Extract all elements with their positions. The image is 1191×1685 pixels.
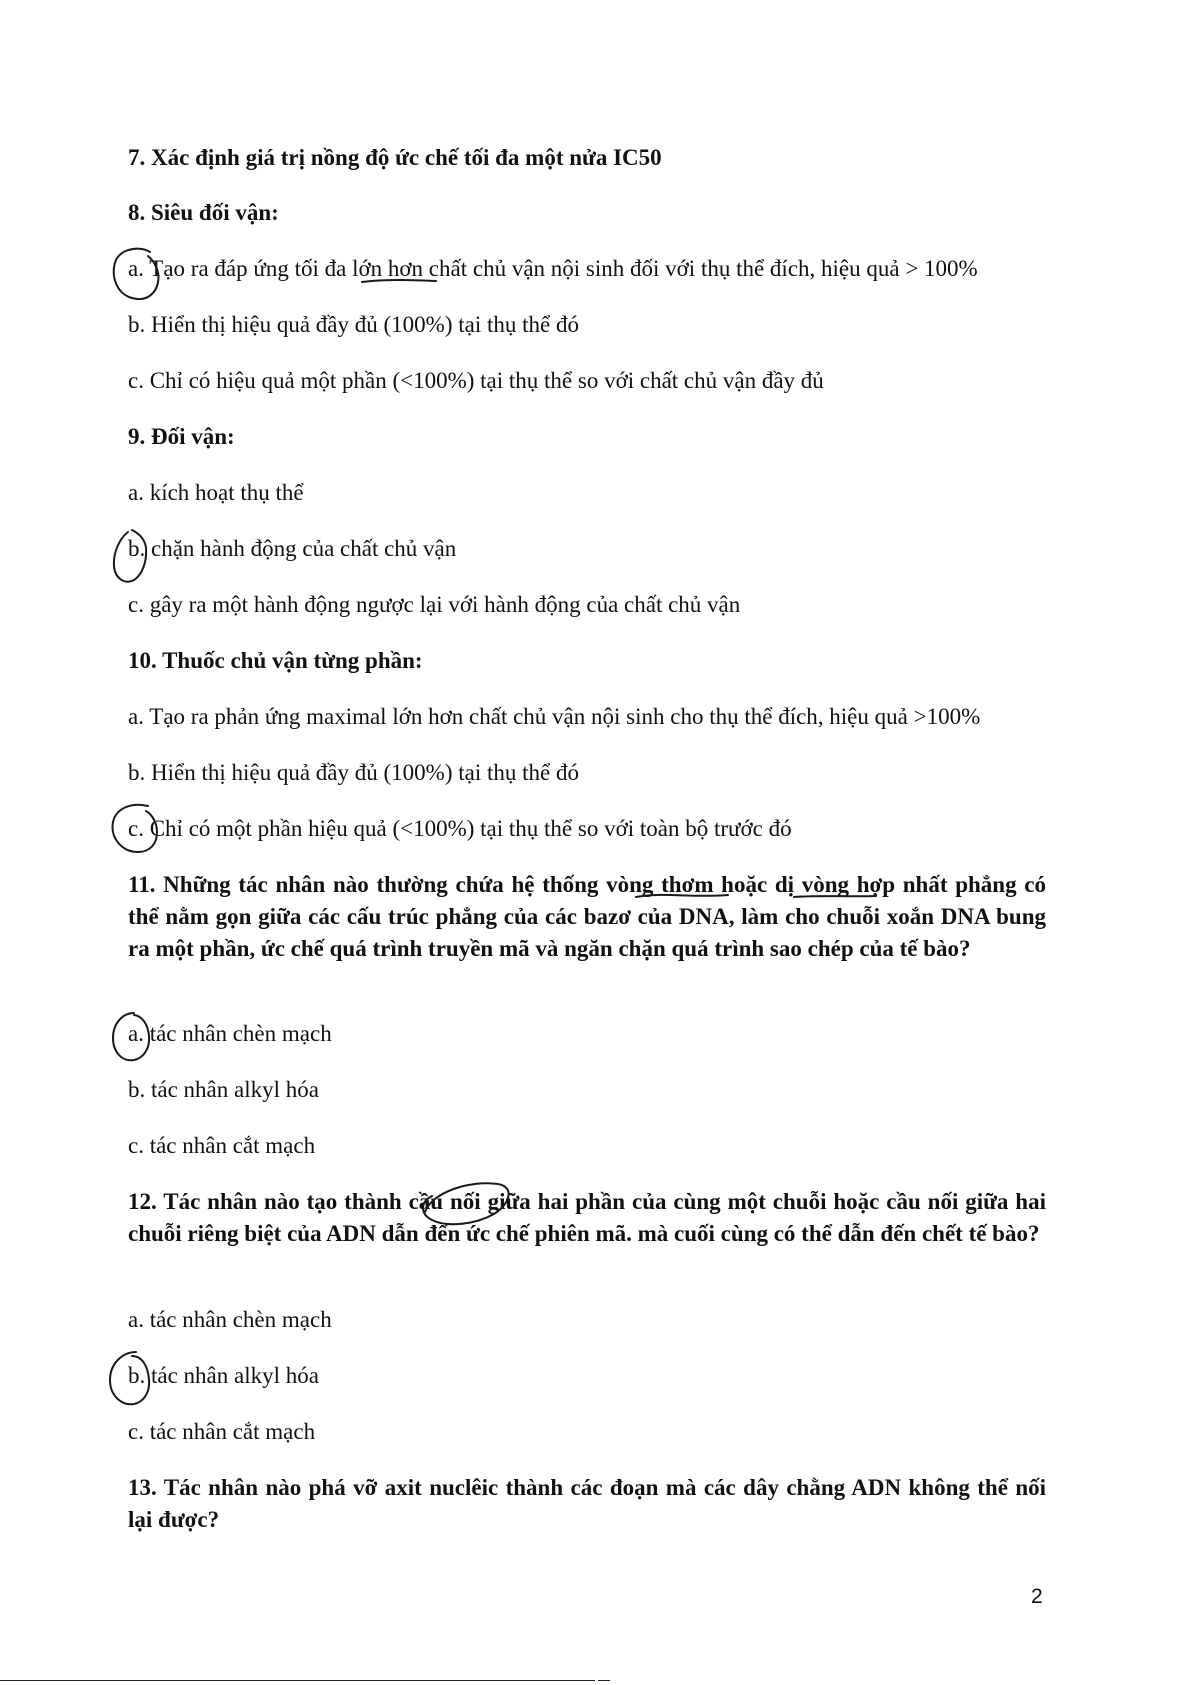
bottom-rule-segment <box>598 1680 610 1681</box>
question-9-option-b: b. chặn hành động của chất chủ vận <box>128 536 457 561</box>
question-8-option-a: a. Tạo ra đáp ứng tối đa lớn hơn chất chủ vận nội sinh đối với thụ thể đích, hiệu quả > 100% <box>128 256 978 281</box>
question-12-title: 12. Tác nhân nào tạo thành cầu nối giữa hai phần của cùng một chuỗi hoặc cầu nối giữa hai chuỗi riêng biệt của ADN dẫn đến ức chế phiên mã. mà cuối cùng có thể dẫn đến chết tế bào? <box>128 1189 1046 1246</box>
bottom-rule <box>0 1680 595 1681</box>
question-8-title: 8. Siêu đối vận: <box>128 200 279 225</box>
question-9-option-a: a. kích hoạt thụ thể <box>128 480 304 505</box>
question-10-option-a: a. Tạo ra phản ứng maximal lớn hơn chất chủ vận nội sinh cho thụ thể đích, hiệu quả >100% <box>128 704 981 729</box>
question-12-option-c: c. tác nhân cắt mạch <box>128 1419 316 1444</box>
question-9-option-c: c. gây ra một hành động ngược lại với hành động của chất chủ vận <box>128 592 741 617</box>
question-10-title: 10. Thuốc chủ vận từng phần: <box>128 648 423 673</box>
question-13-title: 13. Tác nhân nào phá vỡ axit nuclêic thành các đoạn mà các dây chằng ADN không thể nối lại được? <box>128 1475 1046 1532</box>
page-number: 2 <box>1031 1585 1043 1608</box>
question-11-option-b: b. tác nhân alkyl hóa <box>128 1077 319 1102</box>
question-11-option-c: c. tác nhân cắt mạch <box>128 1133 316 1158</box>
question-8-option-b: b. Hiển thị hiệu quả đầy đủ (100%) tại thụ thể đó <box>128 312 579 337</box>
question-11-option-a: a. tác nhân chèn mạch <box>128 1021 332 1046</box>
question-8-option-c: c. Chỉ có hiệu quả một phần (<100%) tại thụ thể so với chất chủ vận đầy đủ <box>128 368 824 393</box>
question-12-option-a: a. tác nhân chèn mạch <box>128 1307 332 1332</box>
question-10-option-c: c. Chỉ có một phần hiệu quả (<100%) tại thụ thể so với toàn bộ trước đó <box>128 816 792 841</box>
question-7-title: 7. Xác định giá trị nồng độ ức chế tối đa một nửa IC50 <box>128 145 662 170</box>
question-12-option-b: b. tác nhân alkyl hóa <box>128 1363 319 1388</box>
question-10-option-b: b. Hiển thị hiệu quả đầy đủ (100%) tại thụ thể đó <box>128 760 579 785</box>
question-11-title: 11. Những tác nhân nào thường chứa hệ thống vòng thơm hoặc dị vòng hợp nhất phẳng có thể nằm gọn giữa các cấu trúc phẳng của các bazơ của DNA, làm cho chuỗi xoắn DNA bung ra một phần, ức chế quá trình truyền mã và ngăn chặn quá trình sao chép của tế bào? <box>128 872 1046 961</box>
question-9-title: 9. Đối vận: <box>128 424 235 449</box>
